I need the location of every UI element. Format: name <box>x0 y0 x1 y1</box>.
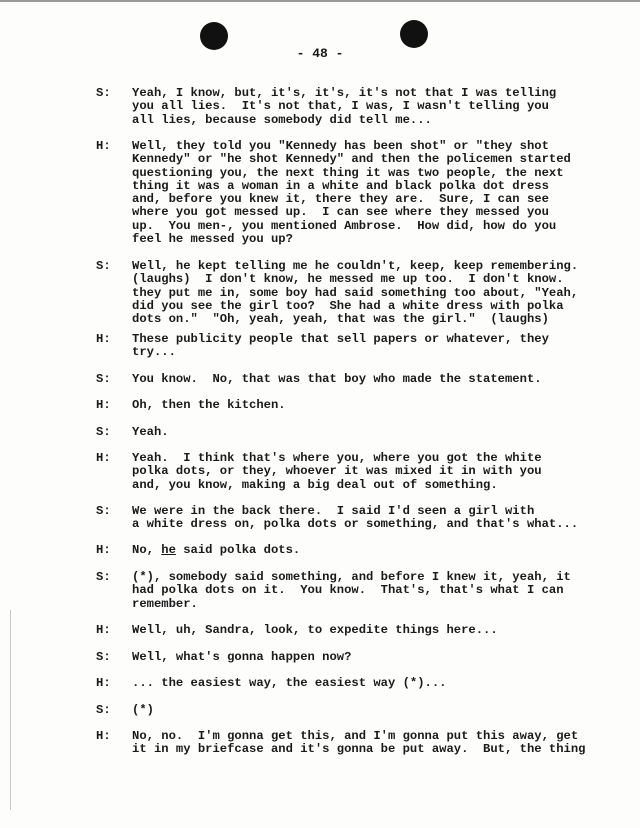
utterance-line: and, before you knew it, there they are. Sure, I can see <box>132 192 549 207</box>
utterance-text <box>132 704 626 717</box>
transcript-entry <box>96 399 626 412</box>
speaker-label: H: <box>96 451 111 465</box>
utterance-line: No, no. I'm gonna get this, and I'm gonna put this away, get <box>132 729 579 743</box>
utterance-line: Oh, then the kitchen. <box>132 398 286 412</box>
utterance-text <box>132 651 626 664</box>
transcript-entry <box>96 571 626 611</box>
utterance-line: questioning you, the next thing it was two people, the next <box>132 165 564 180</box>
utterance-line: up. You men-, you mentioned Ambrose. How did, how do you <box>132 218 557 233</box>
utterance-line: feel he messed you up? <box>132 232 293 247</box>
transcript-entry <box>96 140 626 246</box>
utterance-text <box>132 624 626 637</box>
utterance-line: it in my briefcase and it's gonna be put away. But, the thing <box>132 742 586 757</box>
utterance-text <box>132 544 626 557</box>
page-number: - 48 - <box>296 46 344 61</box>
utterance-line: We were in the back there. I said I'd seen a girl with <box>132 504 535 518</box>
utterance-line: had polka dots on it. You know. That's, that's what I can <box>132 583 564 598</box>
transcript-entry <box>96 87 626 127</box>
utterance-line: You know. No, that was that boy who made the statement. <box>132 372 542 386</box>
speaker-label: S: <box>96 259 111 273</box>
utterance-text <box>132 505 626 532</box>
speaker-label: H: <box>96 543 111 557</box>
utterance-text <box>132 373 626 386</box>
transcript-entry <box>96 704 626 717</box>
utterance-line: Well, they told you "Kennedy has been shot" or "they shot <box>132 139 549 153</box>
transcript-entry <box>96 677 626 690</box>
utterance-line: Well, uh, Sandra, look, to expedite things here... <box>132 623 498 637</box>
speaker-label: S: <box>96 703 111 717</box>
utterance-line: you all lies. It's not that, I was, I wasn't telling you <box>132 99 549 114</box>
speaker-label: H: <box>96 398 111 412</box>
speaker-label: H: <box>96 676 111 690</box>
utterance-text <box>132 426 626 439</box>
utterance-text <box>132 399 626 412</box>
utterance-text <box>132 140 626 246</box>
utterance-line: Well, he kept telling me he couldn't, keep, keep remembering. <box>132 259 579 273</box>
utterance-text <box>132 333 626 360</box>
underlined-emphasis: he <box>161 543 176 557</box>
utterance-line: (*), somebody said something, and before I knew it, yeah, it <box>132 570 571 584</box>
utterance-line: Kennedy" or "he shot Kennedy" and then the policemen started <box>132 152 571 167</box>
speaker-label: S: <box>96 86 111 100</box>
utterance-line: remember. <box>132 596 198 611</box>
punch-hole-right <box>400 20 428 48</box>
transcript-entry <box>96 260 626 326</box>
left-margin-rule <box>10 610 11 810</box>
utterance-line: try... <box>132 345 176 360</box>
utterance-text <box>132 730 626 757</box>
speaker-label: S: <box>96 570 111 584</box>
utterance-line: No, he said polka dots. <box>132 543 301 557</box>
transcript-entry <box>96 452 626 492</box>
speaker-label: S: <box>96 504 111 518</box>
utterance-text <box>132 452 626 492</box>
utterance-line: thing it was a woman in a white and black polka dot dress <box>132 178 549 193</box>
transcript-entry <box>96 505 626 532</box>
utterance-line: all lies, because somebody did tell me... <box>132 112 432 127</box>
utterance-line: where you got messed up. I can see where they messed you <box>132 205 549 220</box>
utterance-text <box>132 571 626 611</box>
utterance-line: (laughs) I don't know, he messed me up too. I don't know. <box>132 272 564 287</box>
utterance-line: Well, what's gonna happen now? <box>132 650 352 664</box>
utterance-line: a white dress on, polka dots or something, and that's what... <box>132 517 579 532</box>
utterance-line: (*) <box>132 703 154 717</box>
utterance-line: ... the easiest way, the easiest way (*)... <box>132 676 447 690</box>
transcript-entry <box>96 730 626 757</box>
speaker-label: S: <box>96 425 111 439</box>
speaker-label: H: <box>96 332 111 346</box>
utterance-line: Yeah. I think that's where you, where you got the white <box>132 451 542 465</box>
utterance-line: did you see the girl too? She had a white dress with polka <box>132 298 564 313</box>
speaker-label: S: <box>96 650 111 664</box>
utterance-line: they put me in, some boy had said something too about, "Yeah, <box>132 285 579 300</box>
transcript-entry <box>96 373 626 386</box>
transcript-entry <box>96 426 626 439</box>
transcript-entry <box>96 651 626 664</box>
utterance-line: polka dots, or they, whoever it was mixed it in with you <box>132 464 542 479</box>
utterance-line: Yeah, I know, but, it's, it's, it's not that I was telling <box>132 86 557 100</box>
transcript-entry <box>96 624 626 637</box>
transcript-entry <box>96 544 626 557</box>
speaker-label: S: <box>96 372 111 386</box>
utterance-text <box>132 677 626 690</box>
utterance-line: and, you know, making a big deal out of something. <box>132 477 498 492</box>
utterance-line: These publicity people that sell papers or whatever, they <box>132 332 549 346</box>
top-edge-rule <box>0 0 640 2</box>
transcript-entry <box>96 333 626 360</box>
speaker-label: H: <box>96 139 111 153</box>
utterance-text <box>132 260 626 326</box>
utterance-line: dots on." "Oh, yeah, yeah, that was the girl." (laughs) <box>132 312 549 327</box>
utterance-text <box>132 87 626 127</box>
speaker-label: H: <box>96 729 111 743</box>
utterance-line: Yeah. <box>132 425 169 439</box>
speaker-label: H: <box>96 623 111 637</box>
